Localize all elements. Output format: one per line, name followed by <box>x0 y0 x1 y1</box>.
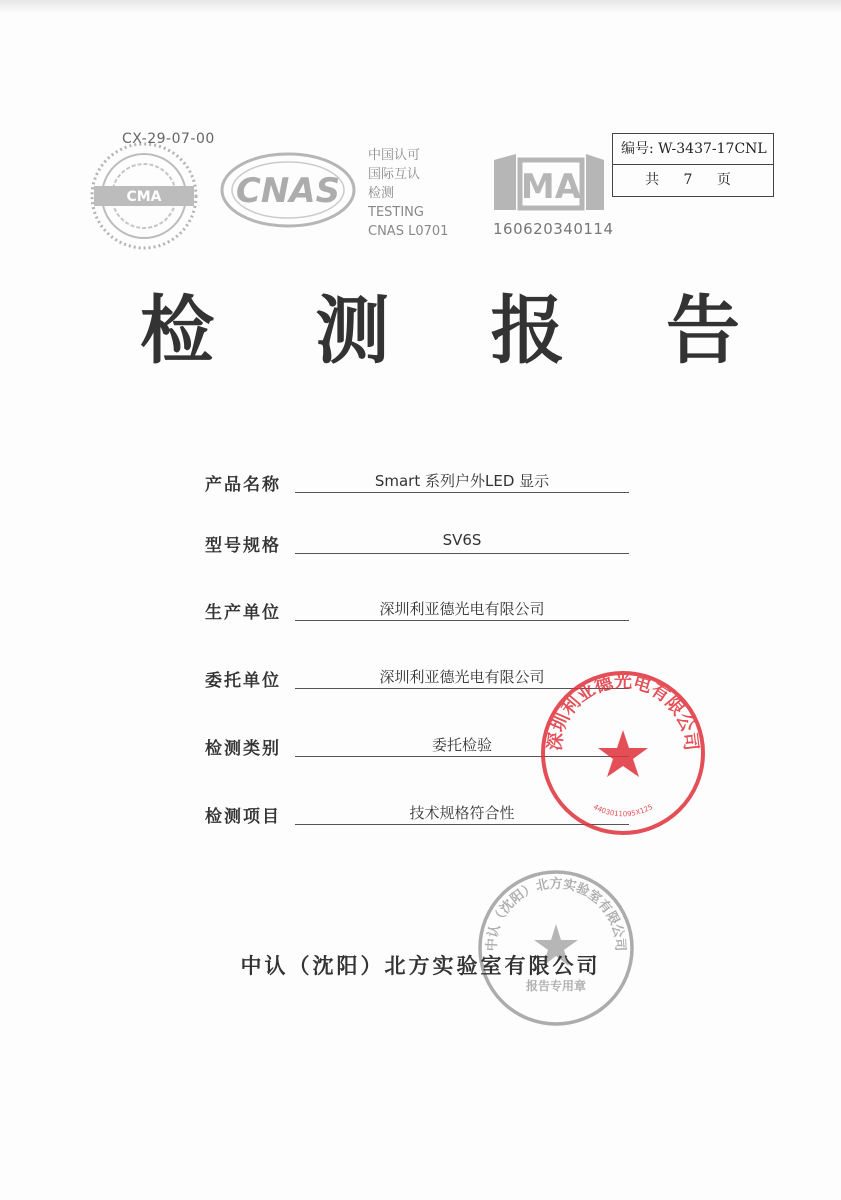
svg-text:报告专用章: 报告专用章 <box>525 979 587 993</box>
report-number: W-3437-17CNL <box>658 141 767 157</box>
grey-lab-seal-icon <box>474 866 638 1030</box>
field-label: 委托单位 <box>205 671 281 691</box>
ma-logo-icon <box>490 150 608 216</box>
cnas-line-1: 中国认可 <box>368 148 421 163</box>
field-value: 深圳利亚德光电有限公司 <box>379 668 545 686</box>
page-count: 共 7 页 <box>645 172 741 188</box>
report-title <box>140 272 740 372</box>
field-label: 产品名称 <box>205 475 281 495</box>
title-char-1: 检 <box>140 288 214 374</box>
ma-certificate-number: 160620340114 <box>493 220 614 238</box>
field-value: 委托检验 <box>431 736 492 754</box>
report-number-box <box>612 133 774 197</box>
svg-text:中认（沈阳）北方实验室有限公司: 中认（沈阳）北方实验室有限公司 <box>484 876 628 952</box>
title-char-3: 报 <box>490 288 565 374</box>
report-number-label: 编号: <box>621 141 654 157</box>
scan-edge <box>0 0 841 14</box>
field-value: 深圳利亚德光电有限公司 <box>379 600 545 618</box>
field-label: 生产单位 <box>205 603 281 623</box>
cma-logo-icon <box>88 140 200 252</box>
field-label: 型号规格 <box>205 536 281 556</box>
cnas-line-5: CNAS L0701 <box>368 224 449 239</box>
cnas-line-4: TESTING <box>368 205 424 220</box>
issuing-company: 中认（沈阳）北方实验室有限公司 <box>240 954 601 978</box>
field-value: 技术规格符合性 <box>409 804 515 822</box>
field-underline <box>295 492 629 493</box>
report-number-row <box>613 134 773 165</box>
field-value: SV6S <box>442 531 482 549</box>
field-value: Smart 系列户外LED 显示 <box>374 472 550 490</box>
field-underline <box>295 620 629 621</box>
svg-text:MA: MA <box>520 167 582 207</box>
title-char-2: 测 <box>315 288 390 374</box>
cnas-line-3: 检测 <box>368 186 395 201</box>
title-char-4: 告 <box>665 288 740 374</box>
field-label: 检测项目 <box>205 807 281 827</box>
cnas-line-2: 国际互认 <box>368 167 421 182</box>
field-underline <box>295 553 629 554</box>
svg-text:4403011095X125: 4403011095X125 <box>591 802 655 819</box>
document-code: CX-29-07-00 <box>122 131 215 147</box>
cnas-accreditation-text <box>368 146 468 241</box>
cnas-logo-icon <box>218 148 358 232</box>
svg-text:CNAS: CNAS <box>235 171 341 211</box>
svg-text:CMA: CMA <box>126 189 162 205</box>
red-company-seal-icon <box>538 668 708 838</box>
svg-text:深圳利亚德光电有限公司: 深圳利亚德光电有限公司 <box>544 671 702 752</box>
field-label: 检测类别 <box>205 739 281 759</box>
